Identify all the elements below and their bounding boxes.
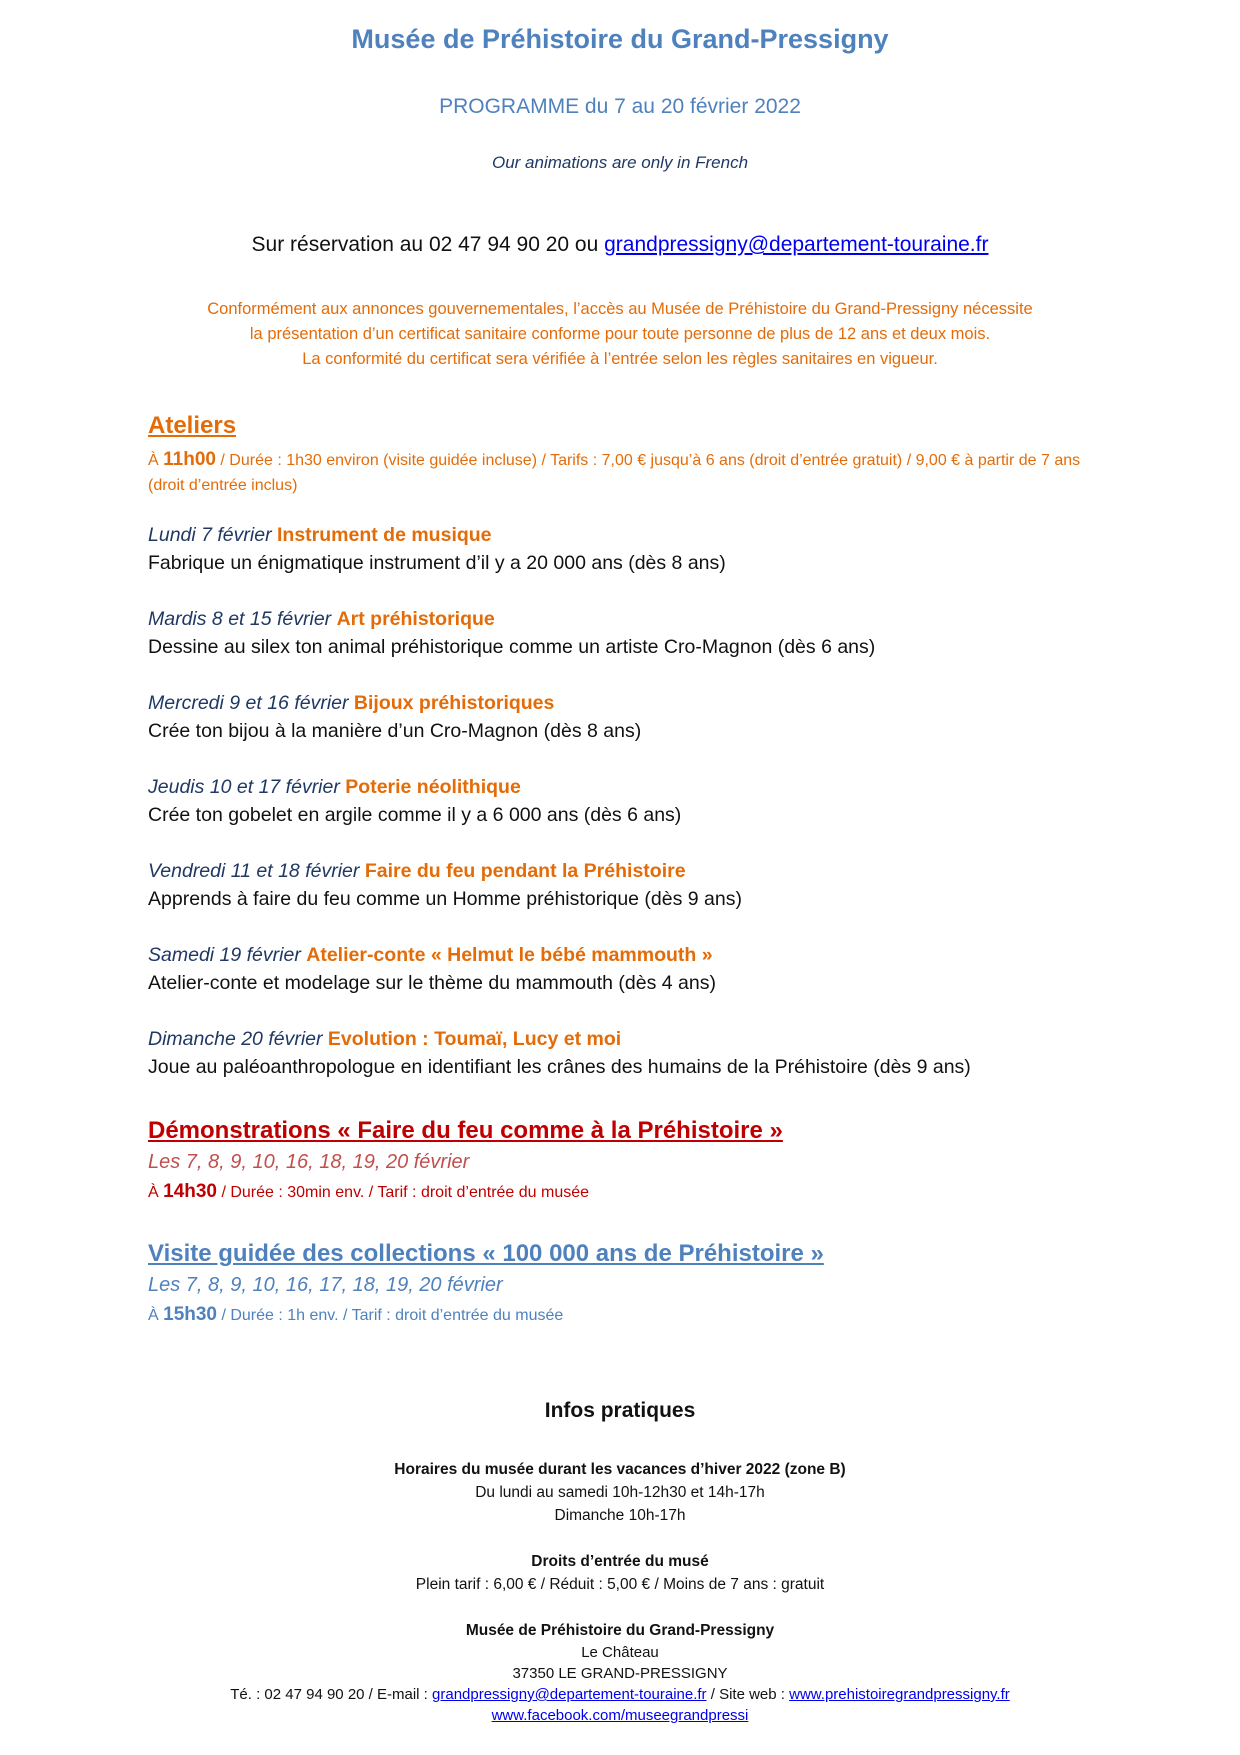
workshop-description: Joue au paléoanthropologue en identifiant les crânes des humains de la Préhistoire (dès 9 ans) bbox=[148, 1056, 971, 1078]
workshop-item bbox=[148, 774, 1108, 829]
workshop-date: Mardis 8 et 15 février bbox=[148, 608, 332, 630]
demonstrations-dates: Les 7, 8, 9, 10, 16, 18, 19, 20 février bbox=[148, 1151, 470, 1173]
notice-line-2: la présentation d’un certificat sanitaire conforme pour toute personne de plus de 12 ans et deux mois. bbox=[249, 325, 991, 343]
workshop-date: Dimanche 20 février bbox=[148, 1028, 323, 1050]
reservation-text: Sur réservation au 02 47 94 90 20 ou bbox=[251, 233, 605, 256]
workshop-date: Lundi 7 février bbox=[148, 524, 272, 546]
workshop-description: Crée ton bijou à la manière d’un Cro-Magnon (dès 8 ans) bbox=[148, 720, 642, 742]
ateliers-time-prefix: À bbox=[148, 452, 164, 469]
workshop-item bbox=[148, 606, 1108, 661]
contact-block bbox=[0, 1619, 1240, 1726]
workshop-name: Faire du feu pendant la Préhistoire bbox=[364, 860, 686, 882]
visite-time-prefix: À bbox=[148, 1307, 164, 1324]
facebook-link[interactable]: www.facebook.com/museegrandpressi bbox=[491, 1707, 749, 1724]
notice-line-3: La conformité du certificat sera vérifiée à l’entrée selon les règles sanitaires en vigueur. bbox=[302, 350, 938, 368]
reservation-email-link[interactable]: grandpressigny@departement-touraine.fr bbox=[604, 233, 989, 256]
ateliers-details: / Durée : 1h30 environ (visite guidée incluse) / Tarifs : 7,00 € jusqu’à 6 ans (droit d’entrée gratuit) / 9,00 € à partir de 7 ans (droit d’entrée inclus) bbox=[148, 452, 1081, 494]
web-prefix: / Site web : bbox=[706, 1686, 790, 1703]
visite-info bbox=[148, 1304, 563, 1326]
workshop-item bbox=[148, 1026, 1108, 1081]
address-line-1: Le Château bbox=[581, 1644, 659, 1661]
workshop-item bbox=[148, 942, 1108, 997]
workshop-name: Poterie néolithique bbox=[345, 776, 521, 798]
ateliers-time: 11h00 bbox=[163, 449, 216, 470]
reservation-line bbox=[0, 233, 1240, 257]
visite-dates: Les 7, 8, 9, 10, 16, 17, 18, 19, 20 février bbox=[148, 1274, 503, 1296]
ateliers-info bbox=[148, 447, 1098, 498]
demonstrations-details: / Durée : 30min env. / Tarif : droit d’entrée du musée bbox=[217, 1184, 590, 1201]
workshop-description: Dessine au silex ton animal préhistorique comme un artiste Cro-Magnon (dès 6 ans) bbox=[148, 636, 876, 658]
demonstrations-info bbox=[148, 1181, 589, 1203]
workshop-name: Bijoux préhistoriques bbox=[353, 692, 555, 714]
demonstrations-time: 14h30 bbox=[163, 1181, 217, 1202]
horaires-line-1: Du lundi au samedi 10h-12h30 et 14h-17h bbox=[475, 1484, 765, 1501]
contact-title: Musée de Préhistoire du Grand-Pressigny bbox=[465, 1622, 775, 1639]
workshop-item bbox=[148, 858, 1108, 913]
ateliers-heading: Ateliers bbox=[148, 412, 237, 439]
horaires-title: Horaires du musée durant les vacances d’hiver 2022 (zone B) bbox=[394, 1461, 846, 1478]
visite-heading: Visite guidée des collections « 100 000 ans de Préhistoire » bbox=[148, 1240, 824, 1267]
contact-email-link[interactable]: grandpressigny@departement-touraine.fr bbox=[432, 1686, 707, 1703]
contact-line bbox=[0, 1684, 1240, 1705]
workshop-date: Jeudis 10 et 17 février bbox=[148, 776, 340, 798]
droits-title: Droits d’entrée du musé bbox=[531, 1553, 709, 1570]
horaires-block bbox=[0, 1458, 1240, 1527]
workshop-name: Atelier-conte « Helmut le bébé mammouth » bbox=[306, 944, 713, 966]
address-line-2: 37350 LE GRAND-PRESSIGNY bbox=[512, 1665, 728, 1682]
workshop-name: Evolution : Toumaï, Lucy et moi bbox=[327, 1028, 622, 1050]
language-note: Our animations are only in French bbox=[491, 153, 749, 172]
demonstrations-heading: Démonstrations « Faire du feu comme à la Préhistoire » bbox=[148, 1117, 783, 1144]
droits-line: Plein tarif : 6,00 € / Réduit : 5,00 € / Moins de 7 ans : gratuit bbox=[415, 1576, 825, 1593]
workshop-name: Art préhistorique bbox=[336, 608, 495, 630]
notice-line-1: Conformément aux annonces gouvernementales, l’accès au Musée de Préhistoire du Grand-Pressigny nécessite bbox=[207, 300, 1033, 318]
visite-time: 15h30 bbox=[163, 1304, 217, 1325]
programme-dates: PROGRAMME du 7 au 20 février 2022 bbox=[439, 95, 801, 118]
workshop-date: Mercredi 9 et 16 février bbox=[148, 692, 349, 714]
visite-details: / Durée : 1h env. / Tarif : droit d’entrée du musée bbox=[217, 1307, 564, 1324]
droits-block bbox=[0, 1550, 1240, 1596]
workshop-description: Crée ton gobelet en argile comme il y a 6 000 ans (dès 6 ans) bbox=[148, 804, 682, 826]
workshop-date: Samedi 19 février bbox=[148, 944, 301, 966]
workshop-item bbox=[148, 522, 1108, 577]
workshop-description: Apprends à faire du feu comme un Homme préhistorique (dès 9 ans) bbox=[148, 888, 742, 910]
page-title: Musée de Préhistoire du Grand-Pressigny bbox=[351, 24, 889, 54]
sanitary-notice bbox=[0, 297, 1240, 372]
demonstrations-time-prefix: À bbox=[148, 1184, 164, 1201]
website-link[interactable]: www.prehistoiregrandpressigny.fr bbox=[789, 1686, 1010, 1703]
workshop-description: Atelier-conte et modelage sur le thème du mammouth (dès 4 ans) bbox=[148, 972, 716, 994]
tel-text: Té. : 02 47 94 90 20 / E-mail : bbox=[230, 1686, 433, 1703]
horaires-line-2: Dimanche 10h-17h bbox=[554, 1507, 686, 1524]
workshop-date: Vendredi 11 et 18 février bbox=[148, 860, 360, 882]
workshop-name: Instrument de musique bbox=[277, 524, 492, 546]
infos-pratiques-title: Infos pratiques bbox=[544, 1399, 696, 1422]
workshop-item bbox=[148, 690, 1108, 745]
workshop-description: Fabrique un énigmatique instrument d’il y a 20 000 ans (dès 8 ans) bbox=[148, 552, 726, 574]
